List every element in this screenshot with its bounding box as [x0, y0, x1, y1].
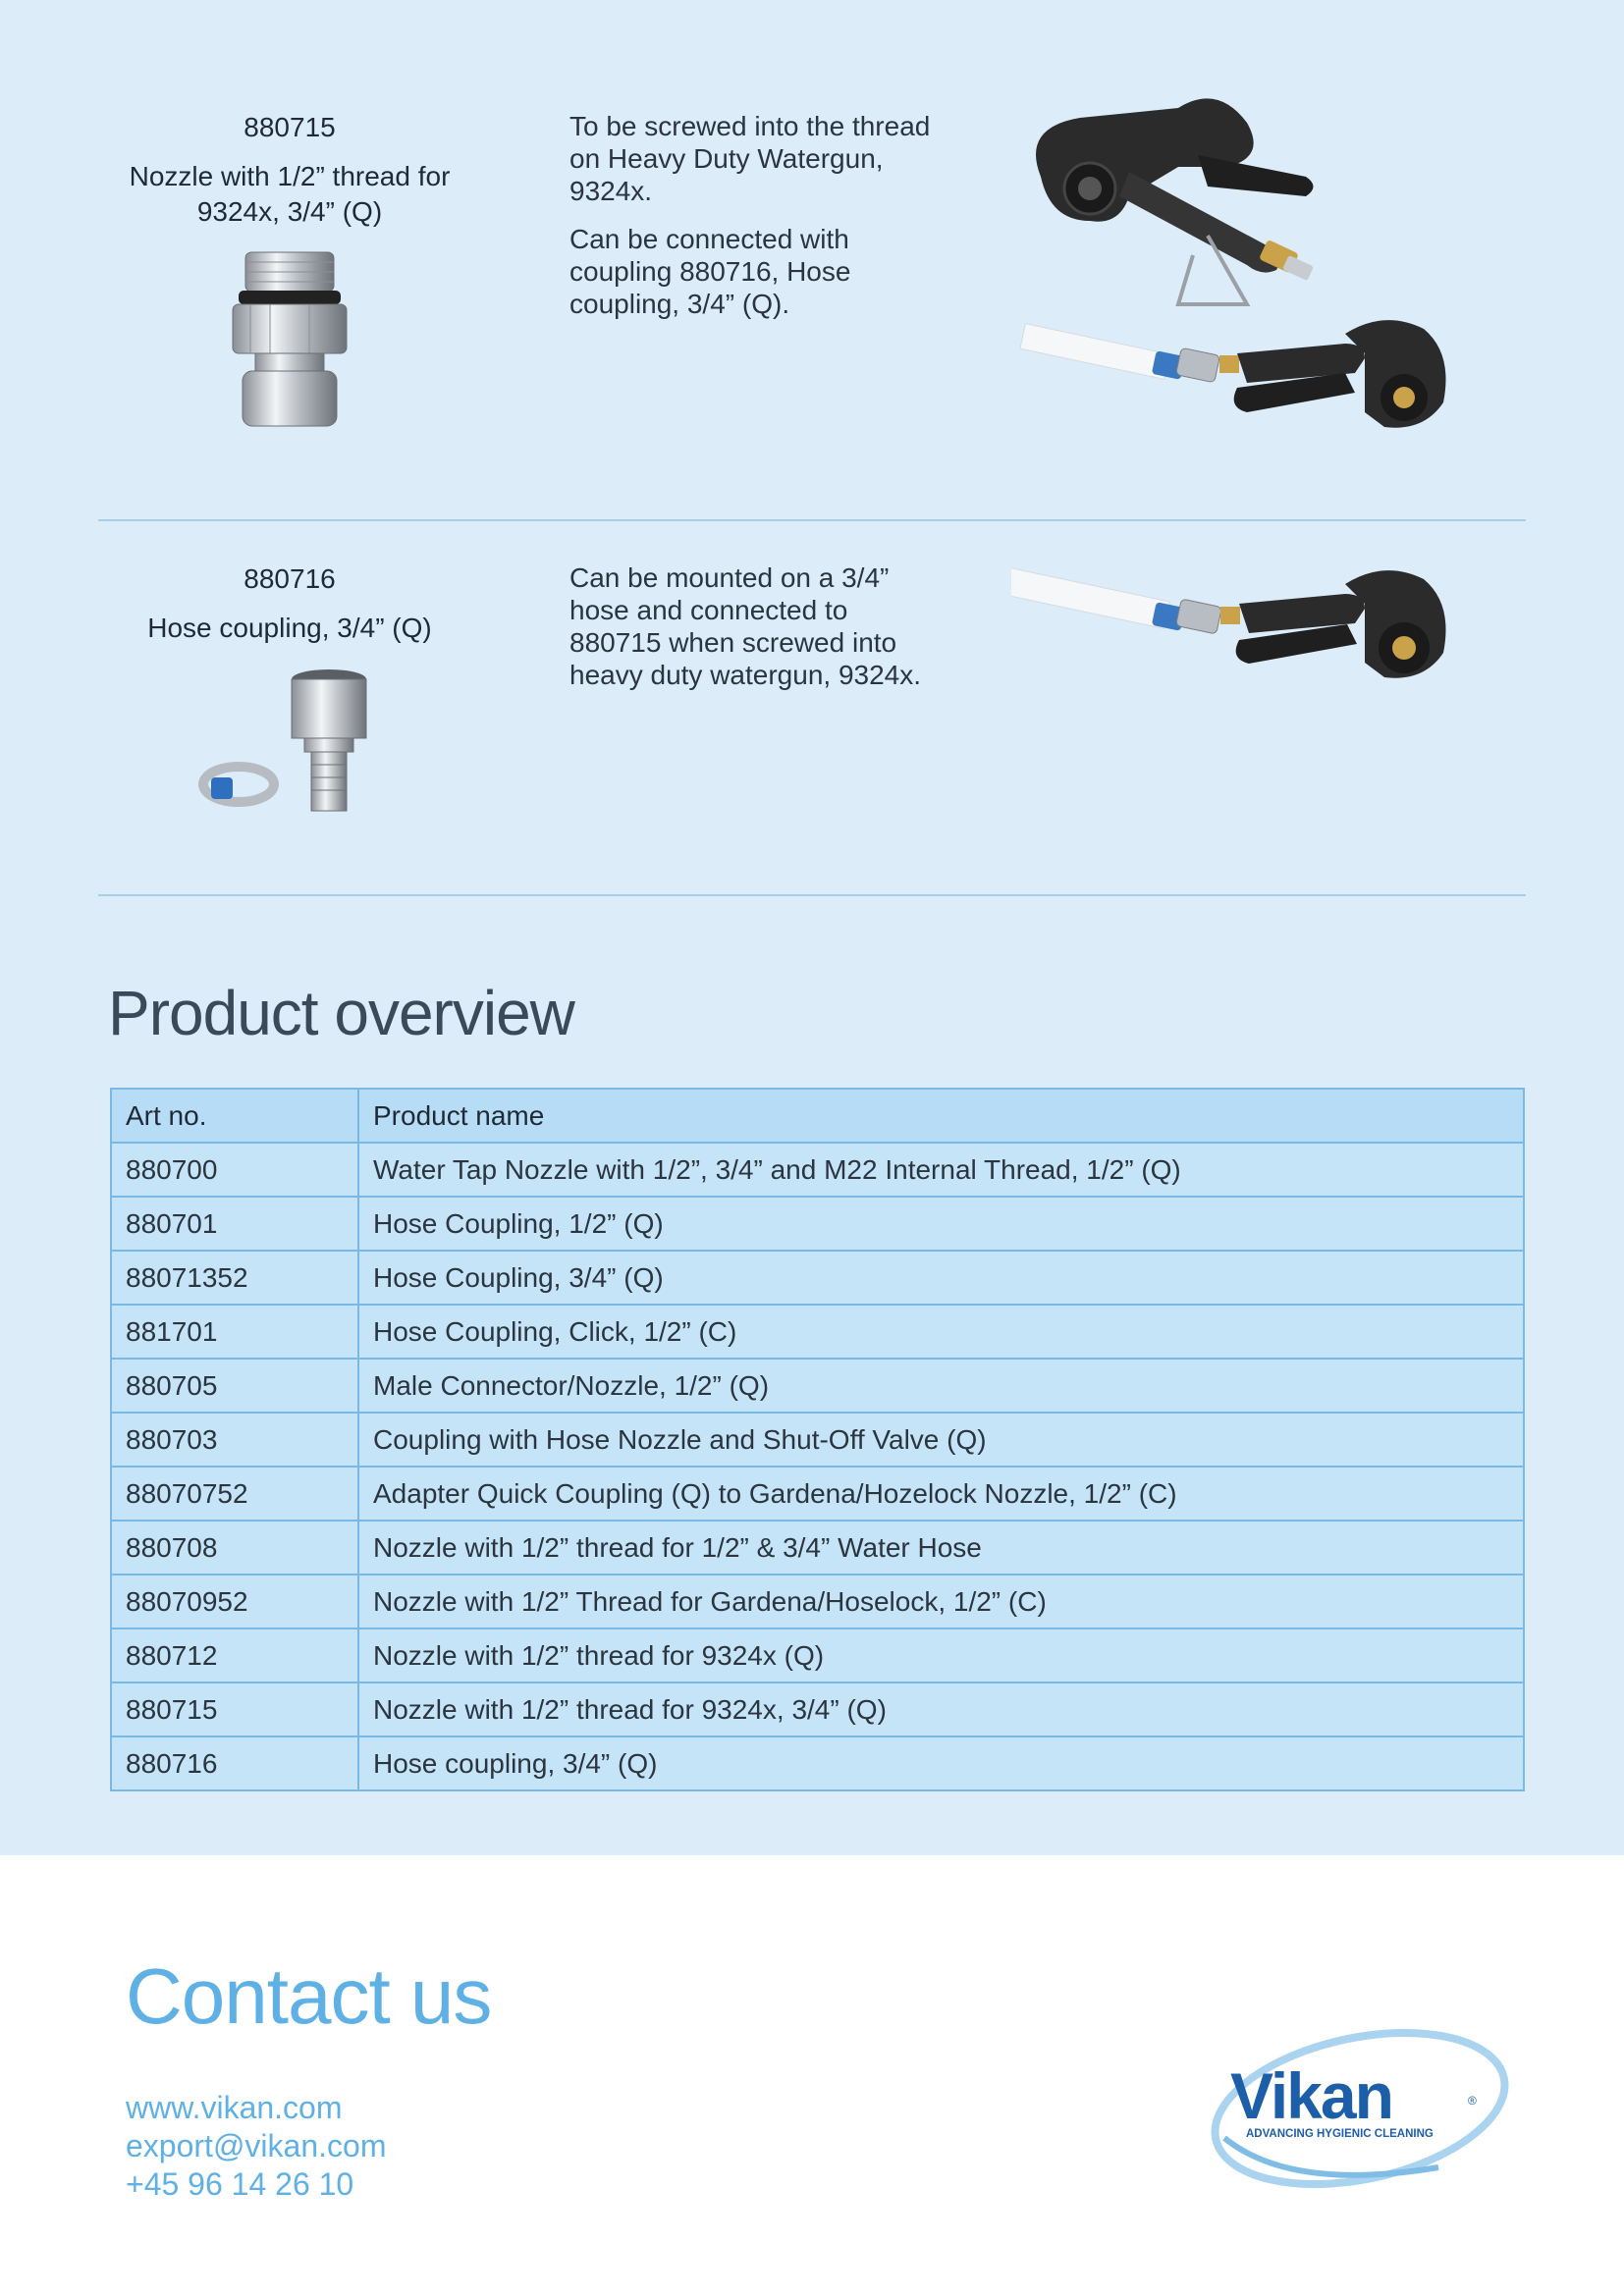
- description-paragraph: To be screwed into the thread on Heavy Duty Watergun, 9324x.: [569, 111, 931, 206]
- cell-art-no: 880712: [111, 1629, 358, 1682]
- cell-art-no: 880703: [111, 1413, 358, 1467]
- watergun-image: [1011, 98, 1620, 510]
- cell-art-no: 88071352: [111, 1251, 358, 1305]
- contact-title: Contact us: [126, 1952, 492, 2040]
- table-row: [111, 1251, 1524, 1305]
- cell-product-name: Nozzle with 1/2” thread for 9324x, 3/4” (Q): [358, 1682, 1524, 1736]
- cell-product-name: Hose Coupling, 3/4” (Q): [358, 1251, 1524, 1305]
- table-row: [111, 1682, 1524, 1736]
- email-link[interactable]: export@vikan.com: [126, 2128, 387, 2163]
- description-paragraph: Can be connected with coupling 880716, Hose coupling, 3/4” (Q).: [569, 224, 851, 319]
- phone-number: +45 96 14 26 10: [126, 2166, 354, 2202]
- watergun-images: [1011, 98, 1620, 510]
- svg-text:ADVANCING HYGIENIC CLEANING: ADVANCING HYGIENIC CLEANING: [1246, 2128, 1434, 2140]
- cell-product-name: Nozzle with 1/2” thread for 1/2” & 3/4” Water Hose: [358, 1521, 1524, 1575]
- table-row: [111, 1736, 1524, 1790]
- cell-art-no: 880716: [111, 1736, 358, 1790]
- product-overview-table: [110, 1088, 1525, 1791]
- product-description: [569, 561, 982, 707]
- table-row: [111, 1413, 1524, 1467]
- cell-product-name: Nozzle with 1/2” Thread for Gardena/Hoselock, 1/2” (C): [358, 1575, 1524, 1629]
- svg-text:Vikan: Vikan: [1230, 2059, 1392, 2132]
- vikan-logo: [1203, 2020, 1527, 2197]
- cell-product-name: Water Tap Nozzle with 1/2”, 3/4” and M22 Internal Thread, 1/2” (Q): [358, 1143, 1524, 1197]
- table-row: [111, 1521, 1524, 1575]
- cell-product-name: Hose Coupling, 1/2” (Q): [358, 1197, 1524, 1251]
- product-name: Nozzle with 1/2” thread for 9324x, 3/4” (Q): [129, 161, 451, 227]
- cell-product-name: Adapter Quick Coupling (Q) to Gardena/Hozelock Nozzle, 1/2” (C): [358, 1467, 1524, 1521]
- website-link[interactable]: www.vikan.com: [126, 2090, 343, 2125]
- cell-product-name: Hose Coupling, Click, 1/2” (C): [358, 1305, 1524, 1359]
- table-row: [111, 1575, 1524, 1629]
- product-description: [569, 110, 982, 336]
- table-row: [111, 1305, 1524, 1359]
- product-block-880715: [98, 98, 1526, 520]
- nozzle-product-image: [211, 247, 368, 444]
- product-info: [98, 98, 481, 449]
- table-header-row: [111, 1089, 1524, 1143]
- column-header-product-name: Product name: [358, 1089, 1524, 1143]
- product-name: Hose coupling, 3/4” (Q): [147, 613, 432, 643]
- cell-art-no: 880705: [111, 1359, 358, 1413]
- cell-product-name: Coupling with Hose Nozzle and Shut-Off Valve (Q): [358, 1413, 1524, 1467]
- hose-coupling-product-image: [182, 662, 398, 819]
- svg-text:®: ®: [1468, 2094, 1477, 2108]
- cell-art-no: 88070952: [111, 1575, 358, 1629]
- column-header-art-no: Art no.: [111, 1089, 358, 1143]
- cell-product-name: Nozzle with 1/2” thread for 9324x (Q): [358, 1629, 1524, 1682]
- section-title-product-overview: Product overview: [108, 978, 574, 1048]
- cell-art-no: 880715: [111, 1682, 358, 1736]
- product-info: [98, 550, 481, 824]
- description-paragraph: Can be mounted on a 3/4” hose and connected to 880715 when screwed into heavy duty watergun, 9324x.: [569, 562, 922, 690]
- table-row: [111, 1359, 1524, 1413]
- contact-details: [126, 2089, 386, 2204]
- cell-art-no: 880700: [111, 1143, 358, 1197]
- cell-product-name: Hose coupling, 3/4” (Q): [358, 1736, 1524, 1790]
- table-row: [111, 1467, 1524, 1521]
- table-row: [111, 1629, 1524, 1682]
- cell-art-no: 880708: [111, 1521, 358, 1575]
- watergun-images: [1011, 550, 1620, 962]
- cell-art-no: 881701: [111, 1305, 358, 1359]
- section-divider: [98, 894, 1526, 896]
- product-art-no: 880715: [244, 112, 336, 142]
- watergun-with-hose-image: [1011, 550, 1620, 766]
- table-row: [111, 1143, 1524, 1197]
- product-art-no: 880716: [244, 563, 336, 594]
- section-divider: [98, 519, 1526, 521]
- product-block-880716: [98, 550, 1526, 893]
- cell-art-no: 88070752: [111, 1467, 358, 1521]
- cell-art-no: 880701: [111, 1197, 358, 1251]
- table-row: [111, 1197, 1524, 1251]
- cell-product-name: Male Connector/Nozzle, 1/2” (Q): [358, 1359, 1524, 1413]
